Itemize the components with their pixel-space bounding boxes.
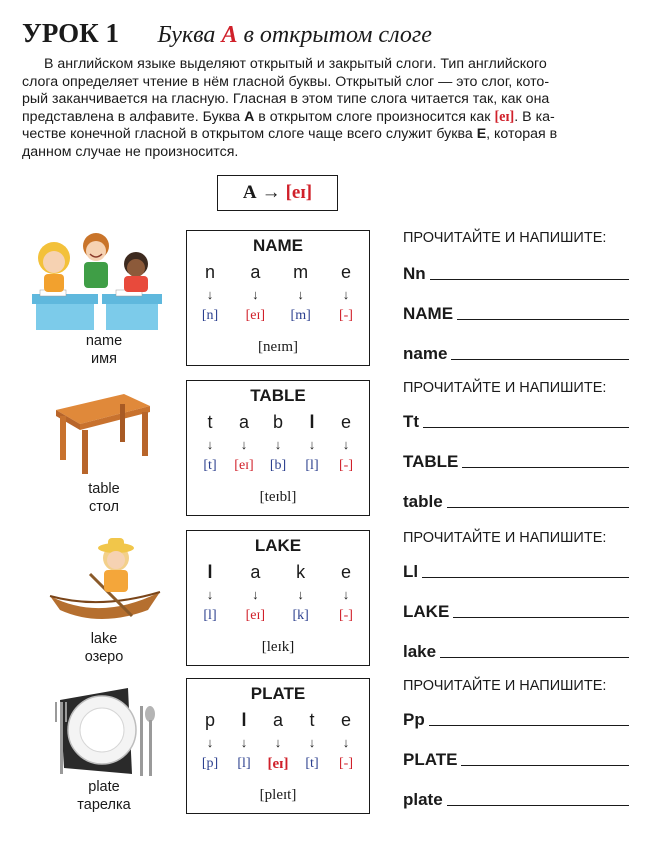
word-section-table [0,380,664,516]
letter: t [309,710,315,730]
write-row [403,562,629,582]
down-arrow-icon: ↓ [342,587,350,602]
exercise-title: ПРОЧИТАЙТЕ И НАПИШИТЕ: [403,230,607,246]
phoneme: [eɪ] [234,458,254,473]
phoneme: [l] [237,756,251,771]
word-section-name [0,230,664,366]
intro-line: данном случае не произносится. [22,143,239,160]
caption-russian: имя [91,351,117,367]
down-arrow-icon: ↓ [206,437,214,452]
intro-sound: [eɪ] [494,108,515,125]
intro-text: . В ка- [514,108,555,125]
phoneme: [b] [269,458,287,473]
intro-paragraph [22,56,634,162]
down-arrow-icon: ↓ [297,287,304,302]
exercise-block [403,678,633,818]
intro-text: представлена в алфавите. Буква [22,108,245,125]
letter-column [240,261,270,326]
write-prompt: TABLE [403,452,459,471]
phoneme: [eɪ] [245,608,266,623]
down-arrow-icon: ↓ [252,587,259,602]
letter-column [297,411,327,476]
letter: l [241,710,247,730]
write-prompt: Ll [403,562,419,581]
caption-english: table [88,481,120,497]
word-card-name [186,230,370,366]
card-title: LAKE [254,536,302,555]
lesson-number: УРОК 1 [22,18,119,48]
intro-letter-a: А [244,108,255,125]
word-section-plate [0,678,664,814]
letter-column [263,709,293,774]
transcription: [leɪk] [261,639,295,655]
phoneme: [t] [203,458,217,473]
write-line[interactable] [422,577,629,578]
letter-column [240,561,270,626]
letter-column [297,709,327,774]
write-prompt: Tt [403,412,420,431]
intro-line [22,109,634,127]
write-row [403,304,629,324]
write-line[interactable] [461,765,629,766]
phoneme: [l] [203,608,217,623]
letter: b [272,412,283,432]
caption-russian: стол [89,499,119,515]
letter: n [204,262,215,282]
word-caption [40,332,168,368]
write-row [403,264,629,284]
phoneme: [n] [201,308,219,323]
write-prompt: NAME [403,304,454,323]
letter-column [229,709,259,774]
letter: t [207,412,213,432]
down-arrow-icon: ↓ [206,735,214,750]
caption-english: name [85,333,123,349]
lesson-header [22,18,432,50]
letter: a [272,710,283,730]
write-line[interactable] [451,359,629,360]
transcription: [neɪm] [258,339,298,355]
down-arrow-icon: ↓ [308,735,316,750]
phoneme: [-] [338,608,353,623]
letter-column [195,261,225,326]
wooden-table-picture [20,380,170,488]
letter: e [340,710,351,730]
write-row [403,344,629,364]
write-line[interactable] [447,507,629,508]
down-arrow-icon: ↓ [342,735,350,750]
word-card-table [186,380,370,516]
phoneme: [-] [338,308,353,323]
word-caption [40,480,168,516]
word-section-lake [0,530,664,666]
exercise-block [403,230,633,370]
write-prompt: LAKE [403,602,450,621]
phoneme: [-] [339,458,353,473]
letter: l [309,412,315,432]
letter: a [250,562,261,582]
write-prompt: Pp [403,710,425,729]
down-arrow-icon: ↓ [240,437,248,452]
intro-text: , которая в [486,126,558,143]
card-title: NAME [252,236,304,255]
write-prompt: plate [403,790,443,809]
letter-columns [195,561,361,626]
letter: e [340,412,351,432]
lesson-title [157,22,431,48]
intro-line: В английском языке выделяют открытый и закрытый слоги. Тип английского [44,56,547,72]
letter-column [331,709,361,774]
write-line[interactable] [447,805,629,806]
write-prompt: Nn [403,264,426,283]
intro-line: рый заканчивается на гласную. Гласная в этом типе слога читается так, как она [22,91,550,108]
caption-russian: озеро [84,649,124,665]
caption-english: plate [88,779,120,795]
letter-column [286,561,316,626]
card-title: TABLE [250,386,306,405]
letter: a [250,262,261,282]
write-row [403,452,629,472]
intro-line [22,126,634,144]
down-arrow-icon: ↓ [206,587,214,602]
intro-letter-e: Е [476,126,487,143]
down-arrow-icon: ↓ [274,437,282,452]
exercise-title: ПРОЧИТАЙТЕ И НАПИШИТЕ: [403,530,607,546]
write-row [403,790,629,810]
write-prompt: PLATE [403,750,458,769]
boy-in-boat-picture [20,530,170,638]
word-card-lake [186,530,370,666]
down-arrow-icon: ↓ [274,735,282,750]
write-line[interactable] [457,319,629,320]
letter: e [340,262,351,282]
letter-column [195,411,225,476]
phoneme: [l] [305,458,319,473]
down-arrow-icon: ↓ [206,287,214,302]
letter: m [293,262,309,282]
down-arrow-icon: ↓ [342,287,350,302]
write-row [403,412,629,432]
letter: e [340,562,351,582]
children-at-desks-picture [20,230,170,338]
lesson-title-post: в открытом слоге [237,22,432,48]
letter-column [331,261,361,326]
word-caption [40,630,168,666]
write-row [403,602,629,622]
down-arrow-icon: ↓ [297,587,304,602]
exercise-title: ПРОЧИТАЙТЕ И НАПИШИТЕ: [403,380,607,396]
letter: l [207,562,213,582]
phoneme: [k] [292,608,309,623]
word-caption [40,778,168,814]
rule-arrow: → [261,182,281,203]
card-title: PLATE [250,684,306,703]
phoneme: [eɪ] [267,756,289,772]
write-prompt: table [403,492,443,511]
write-row [403,642,629,662]
write-line[interactable] [430,279,629,280]
caption-russian: тарелка [77,797,131,813]
letter-columns [195,261,361,326]
write-row [403,710,629,730]
letter-column [331,561,361,626]
exercise-title: ПРОЧИТАЙТЕ И НАПИШИТЕ: [403,678,607,694]
down-arrow-icon: ↓ [342,437,350,452]
plate-with-cutlery-picture [20,678,170,786]
exercise-block [403,380,633,520]
rule-letter: A [242,182,257,203]
write-row [403,750,629,770]
letter-column [229,411,259,476]
write-line[interactable] [429,725,629,726]
write-line[interactable] [440,657,629,658]
exercise-block [403,530,633,670]
write-line[interactable] [453,617,629,618]
intro-text: честве конечной гласной в открытом слоге чаще всего служит буква [22,126,477,143]
caption-english: lake [90,631,118,647]
lesson-title-pre: Буква [157,22,222,48]
letter-column [195,709,225,774]
down-arrow-icon: ↓ [252,287,259,302]
intro-line: слога определяет чтение в нём гласной буквы. Открытый слог — это слог, кото- [22,73,550,90]
letter-column [263,411,293,476]
phoneme: [eɪ] [245,308,266,323]
word-card-plate [186,678,370,814]
letter-columns [195,411,361,476]
phoneme: [p] [201,756,219,771]
write-line[interactable] [462,467,629,468]
letter-column [195,561,225,626]
letter-columns [195,709,361,774]
letter: k [296,562,306,582]
letter-column [286,261,316,326]
write-prompt: lake [403,642,437,661]
phoneme: [m] [290,308,311,323]
phoneme: [t] [305,756,319,771]
letter: a [238,412,249,432]
letter-column [331,411,361,476]
phoneme: [-] [339,756,353,771]
write-row [403,492,629,512]
transcription: [teɪbl] [259,489,297,505]
rule-box [217,175,338,211]
intro-text: в открытом слоге произносится как [254,108,495,125]
letter: p [204,710,215,730]
rule-sound: [eɪ] [285,182,313,203]
down-arrow-icon: ↓ [308,437,316,452]
transcription: [pleɪt] [259,787,297,803]
lesson-title-letter: А [221,22,238,48]
down-arrow-icon: ↓ [240,735,248,750]
write-prompt: name [403,344,448,363]
write-line[interactable] [423,427,629,428]
